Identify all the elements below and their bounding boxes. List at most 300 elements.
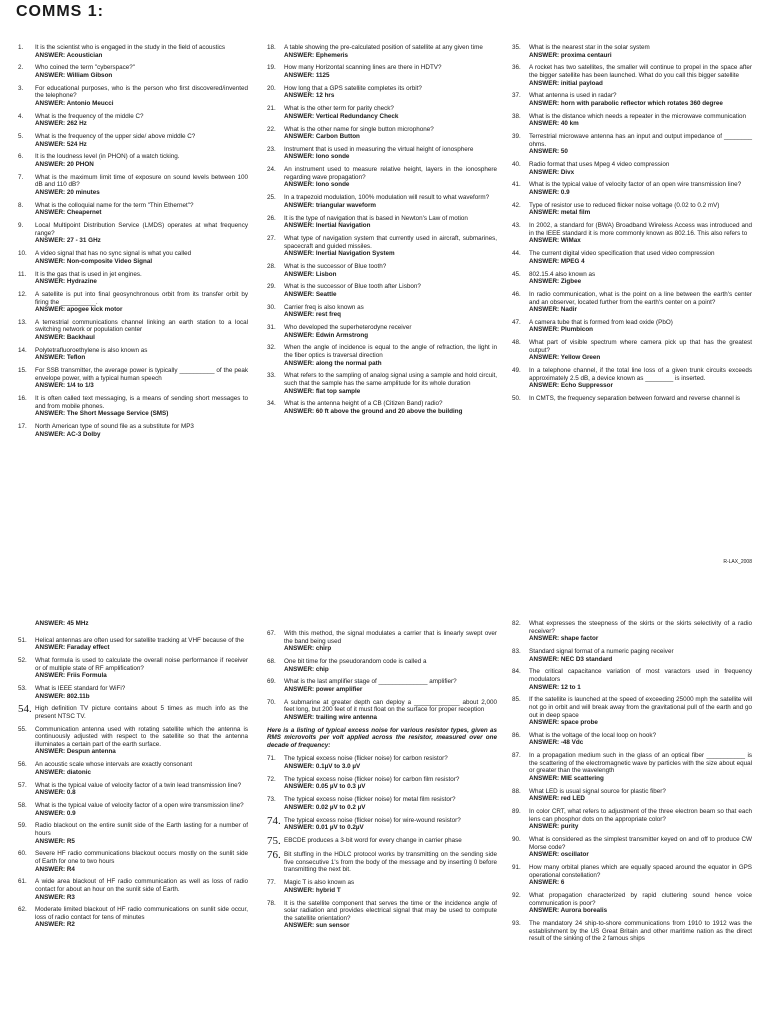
question-text: A rocket has two satellites, the smaller will continue to propel in the space after the bigger satellite has been launched. What do you call this bigger satellite (529, 64, 752, 79)
question-number: 46. (512, 290, 521, 298)
question-text: How many orbital planes which are equally spaced around the equator in GPS operational constellation? (529, 864, 752, 879)
question-item (18, 906, 248, 929)
question-text: Radio blackout on the entire sunlit side of the Earth lasting for a number of hours (35, 822, 248, 837)
answer-text: ANSWER: sun sensor (284, 922, 350, 930)
question-item (18, 222, 248, 245)
question-number: 45. (512, 270, 521, 278)
answer-text: ANSWER: NEC D3 standard (529, 655, 613, 663)
question-number: 44. (512, 250, 521, 258)
question-number: 10. (18, 250, 27, 258)
answer-text: ANSWER: chip (284, 665, 329, 673)
question-item (512, 222, 752, 245)
question-item (512, 92, 752, 107)
question-text: What expresses the steepness of the skirts or the skirts selectivity of a radio receiver? (529, 620, 752, 635)
question-number: 53. (18, 684, 27, 692)
answer-text: ANSWER: William Gibson (35, 71, 113, 79)
question-item (267, 105, 497, 120)
question-text: The typical excess noise (flicker noise) for wire-wound resistor? (284, 816, 461, 824)
question-item (267, 796, 497, 811)
question-text: A submarine at greater depth can deploy a _____________ about 2,000 feet long, but 200 feet of it must float on the surface for proper reception (284, 698, 497, 714)
question-item (267, 194, 497, 209)
answer-text: ANSWER: 12 to 1 (529, 683, 581, 691)
page2-column-2 (267, 630, 497, 935)
question-text: The current digital video specification that used video compression (529, 250, 715, 258)
answer-text: ANSWER: Acoustician (35, 51, 103, 59)
question-text: What is the antenna height of a CB (Citizen Band) radio? (284, 400, 443, 408)
answer-text: ANSWER: diatonic (35, 768, 91, 776)
question-item (267, 630, 497, 653)
question-item (267, 776, 497, 791)
answer-text: ANSWER: Edwin Armstrong (284, 331, 369, 339)
answer-text: ANSWER: Teflon (35, 354, 86, 362)
question-text: An acoustic scale whose intervals are exactly consonant (35, 761, 193, 769)
question-number: 18. (267, 44, 276, 51)
question-text: What antenna is used in radar? (529, 92, 617, 100)
question-number: 68. (267, 657, 276, 665)
answer-text: ANSWER: MIE scattering (529, 775, 604, 783)
question-item (512, 181, 752, 196)
question-text: The mandatory 24 ship-to-shore communications from 1910 to 1912 was the establishment by the US Great Britain and other maritime nation as the direct result of the sinking of the 2 famous ships (529, 920, 752, 943)
page1-column-1 (18, 44, 248, 444)
question-number: 48. (512, 339, 521, 347)
question-item (18, 395, 248, 418)
answer-text: ANSWER: Antonio Meucci (35, 99, 114, 107)
question-text: It is the gas that is used in jet engines. (35, 270, 142, 278)
question-text: Communication antenna used with rotating satellite which the antenna is continuously adjusted with respect to the satellite so that the antenna illuminates a certain part of the earth surface. (35, 725, 248, 748)
answer-text: ANSWER: 6 (529, 879, 565, 887)
answer-text: ANSWER: Non-composite Video Signal (35, 257, 153, 265)
question-number: 20. (267, 84, 276, 92)
answer-text: ANSWER: Faraday effect (35, 644, 110, 652)
question-number: 86. (512, 731, 521, 739)
question-item (18, 319, 248, 342)
question-item (18, 685, 248, 700)
question-text: It is the loudness level (in PHON) of a watch ticking. (35, 153, 180, 161)
question-text: Type of resistor use to reduced flicker noise voltage (0.02 to 0.2 mV) (529, 201, 720, 209)
question-text: An instrument used to measure relative height, layers in the ionosphere regarding wave propagation? (284, 166, 497, 181)
answer-text: ANSWER: R2 (35, 921, 75, 929)
answer-text: ANSWER: proxima centauri (529, 51, 612, 59)
question-number: 23. (267, 145, 276, 153)
question-text: Carrier freq is also known as (284, 303, 364, 311)
question-number: 36. (512, 64, 521, 72)
question-item (18, 153, 248, 168)
question-number: 59. (18, 822, 27, 830)
question-text: A camera tube that is formed from lead oxide (PbO) (529, 318, 673, 326)
question-number: 34. (267, 400, 276, 408)
question-text: In CMTS, the frequency separation between forward and reverse channel is (529, 395, 741, 403)
answer-text: ANSWER: Inertial Navigation (284, 222, 371, 230)
answer-text: ANSWER: R4 (35, 865, 75, 873)
answer-text: ANSWER: Nadir (529, 306, 577, 314)
question-number: 90. (512, 836, 521, 844)
question-text: Magic T is also known as (284, 879, 355, 887)
question-item (267, 755, 497, 770)
question-item (512, 339, 752, 362)
question-text: One bit time for the pseudorandom code is called a (284, 657, 427, 665)
question-text: A terrestrial communications channel linking an earth station to a local switching network or population center (35, 318, 248, 334)
question-item (18, 250, 248, 265)
question-item (267, 658, 497, 673)
answer-text: ANSWER: 12 hrs (284, 92, 335, 100)
question-text: Helical antennas are often used for satellite tracking at VHF because of the (35, 636, 244, 644)
question-item (267, 126, 497, 141)
question-number: 21. (267, 105, 276, 113)
question-number: 41. (512, 181, 521, 189)
answer-text: ANSWER: flat top sample (284, 387, 361, 395)
question-text: A video signal that has no sync signal is what you called (35, 250, 192, 258)
question-text: In 2002, a standard for (BWA) Broadband Wireless Access was introduced and in the IEEE standard it is more commonly known as 802.16. This also refers to (529, 222, 752, 237)
question-item (512, 202, 752, 217)
question-item (267, 834, 497, 847)
question-text: What part of visible spectrum where camera pick up that has the greatest output? (529, 339, 752, 354)
answer-text: ANSWER: metal film (529, 209, 591, 217)
question-number: 13. (18, 318, 27, 326)
question-number: 58. (18, 802, 27, 809)
question-text: North American type of sound file as a substitute for MP3 (35, 423, 194, 431)
question-number: 27. (267, 234, 276, 242)
question-item (512, 752, 752, 782)
page-title: COMMS 1: (16, 3, 104, 20)
answer-text: ANSWER: Friis Formula (35, 672, 107, 680)
question-number: 22. (267, 125, 276, 133)
question-text: It is the scientist who is engaged in the study in the field of acoustics (35, 44, 226, 51)
answer-text: ANSWER: hybrid T (284, 886, 341, 894)
question-text: What is the distance which needs a repeater in the microwave communication (529, 112, 746, 120)
question-item (267, 400, 497, 415)
question-number: 77. (267, 879, 276, 887)
question-item (267, 304, 497, 319)
question-number: 92. (512, 892, 521, 900)
question-number: 87. (512, 752, 521, 760)
answer-text: ANSWER: Inertial Navigation System (284, 250, 395, 258)
question-text: What is the other term for parity check? (284, 105, 394, 113)
question-number: 85. (512, 696, 521, 704)
question-text: What is considered as the simplest transmitter keyed on and off to produce CW Morse code? (529, 836, 752, 851)
question-item (267, 146, 497, 161)
credit-label: R-LAX_2008 (723, 559, 752, 565)
question-item (267, 44, 497, 59)
answer-text: ANSWER: Iono sonde (284, 181, 350, 189)
answer-text: ANSWER: Echo Suppressor (529, 382, 613, 390)
question-item (18, 822, 248, 845)
question-text: Local Multipoint Distribution Service (LMDS) operates at what frequency range? (35, 222, 248, 237)
question-number: 37. (512, 92, 521, 100)
question-item (512, 44, 752, 59)
question-item (18, 802, 248, 817)
question-item (18, 367, 248, 390)
question-number: 74. (267, 814, 281, 827)
question-text: What is the successor of Blue tooth after Lisbon? (284, 283, 421, 291)
question-item (512, 836, 752, 859)
question-item (18, 133, 248, 148)
question-item (267, 215, 497, 230)
answer-text: ANSWER: Ephemeris (284, 51, 349, 59)
question-text: What is the colloquial name for the term "Thin Ethernet"? (35, 201, 194, 209)
answer-text: ANSWER: 0.9 (35, 809, 76, 817)
page2-column-1 (18, 620, 248, 934)
question-number: 49. (512, 367, 521, 375)
question-number: 7. (18, 173, 24, 181)
question-text: What is the nearest star in the solar system (529, 44, 650, 51)
carried-over-answer: ANSWER: 45 MHz (35, 620, 89, 627)
question-item (18, 174, 248, 197)
answer-text: ANSWER: 60 ft above the ground and 20 above the building (284, 407, 463, 415)
question-text: Who developed the superheterodyne receiver (284, 324, 412, 332)
answer-text: ANSWER: WiMax (529, 237, 581, 245)
answer-text: ANSWER: 20 minutes (35, 189, 100, 197)
question-number: 17. (18, 423, 27, 431)
question-text: What formula is used to calculate the overall noise performance if receiver or of multiple state of RF amplification? (35, 656, 248, 672)
question-item (18, 202, 248, 217)
answer-text: ANSWER: 0.1µV to 3.0 µV (284, 763, 361, 771)
question-number: 73. (267, 796, 276, 804)
answer-text: ANSWER: -48 Vdc (529, 739, 584, 747)
question-text: In radio communication, what is the point on a line between the earth's center and an observer, located further from the earth's center on a point? (529, 290, 752, 306)
question-text: What is the successor of Blue tooth? (284, 262, 387, 270)
page1-column-2 (267, 44, 497, 421)
question-number: 67. (267, 630, 276, 637)
question-number: 69. (267, 678, 276, 686)
question-item (18, 113, 248, 128)
answer-text: ANSWER: 50 (529, 148, 568, 156)
answer-text: ANSWER: rest freq (284, 311, 342, 319)
question-text: What is the maximum limit time of exposure on sound levels between 100 dB and 110 dB? (35, 173, 248, 189)
question-text: What is the typical value of velocity factor of a open wire transmission line? (35, 802, 244, 809)
question-text: In a telephone channel, if the total line loss of a given trunk circuits exceeds approximately 2.5 dB, a device known as ________ is inserted. (529, 367, 752, 382)
answer-text: ANSWER: 0.01 µV to 0.2µV (284, 824, 364, 832)
question-number: 75. (267, 834, 281, 847)
question-item (512, 732, 752, 747)
answer-text: ANSWER: chirp (284, 645, 332, 653)
question-item (267, 324, 497, 339)
answer-text: ANSWER: triangular waveform (284, 201, 377, 209)
question-number: 40. (512, 161, 521, 169)
question-text: In color CRT, what refers to adjustment of the three electron beam so that each lens can phosphor dots on the appropriate color? (529, 808, 752, 823)
question-number: 26. (267, 214, 276, 222)
question-number: 83. (512, 647, 521, 655)
question-number: 55. (18, 725, 27, 733)
answer-text: ANSWER: 262 Hz (35, 120, 87, 128)
question-number: 32. (267, 344, 276, 352)
question-number: 39. (512, 133, 521, 141)
question-item (512, 920, 752, 943)
question-item (18, 705, 248, 720)
question-item (18, 878, 248, 901)
question-number: 71. (267, 755, 276, 763)
question-item (18, 347, 248, 362)
question-item (267, 166, 497, 189)
question-item (18, 782, 248, 797)
question-number: 82. (512, 620, 521, 627)
question-number: 54. (18, 703, 32, 716)
question-text: How many Horizontal scanning lines are there in HDTV? (284, 64, 442, 72)
question-number: 78. (267, 899, 276, 907)
question-item (18, 423, 248, 438)
question-item (18, 291, 248, 314)
answer-text: ANSWER: R3 (35, 893, 75, 901)
question-number: 84. (512, 668, 521, 676)
question-text: What is the frequency of the upper side/ above middle C? (35, 133, 196, 141)
question-number: 76. (267, 849, 281, 862)
answer-text: ANSWER: 20 PHON (35, 161, 94, 169)
answer-text: ANSWER: purity (529, 823, 579, 831)
question-item (18, 64, 248, 79)
question-number: 42. (512, 201, 521, 209)
question-number: 8. (18, 201, 24, 209)
answer-text: ANSWER: Zigbee (529, 278, 582, 286)
question-text: EBCDE produces a 3-bit word for every change in carrier phase (284, 836, 462, 844)
question-item (18, 44, 248, 59)
question-item (512, 133, 752, 156)
question-text: What refers to the sampling of analog signal using a sample and hold circuit, such that the sample has the same amplitude for its whole duration (284, 372, 497, 387)
question-number: 31. (267, 324, 276, 332)
question-text: 802.15.4 also known as (529, 270, 596, 278)
question-text: What propagation characterized by rapid cluttering sound hence voice communication is poor? (529, 892, 752, 907)
question-item (512, 64, 752, 87)
question-text: If the satellite is launched at the speed of exceeding 25000 mph the satellite will not go in orbit and will break away from the gravitational pull of the earth and go out in deep space (529, 696, 752, 719)
question-text: What is the typical value of velocity factor of an open wire transmission line? (529, 181, 742, 189)
question-text: A wide area blackout of HF radio communication as well as loss of radio contact for about an hour on the sunlit side of Earth. (35, 878, 248, 893)
question-number: 43. (512, 222, 521, 230)
question-number: 50. (512, 395, 521, 403)
question-text: Standard signal format of a numeric paging receiver (529, 647, 674, 655)
answer-text: ANSWER: initial payload (529, 79, 603, 87)
question-item (512, 113, 752, 128)
question-text: What is the frequency of the middle C? (35, 112, 144, 120)
answer-text: ANSWER: 27 - 31 GHz (35, 237, 101, 245)
answer-text: ANSWER: R5 (35, 837, 75, 845)
question-text: Radio format that uses Mpeg 4 video compression (529, 161, 670, 169)
answer-text: ANSWER: Vertical Redundancy Check (284, 112, 399, 120)
answer-text: ANSWER: Hydrazine (35, 278, 97, 286)
question-number: 88. (512, 787, 521, 795)
question-number: 3. (18, 84, 24, 92)
question-item (512, 648, 752, 663)
question-item (267, 879, 497, 894)
question-number: 38. (512, 112, 521, 120)
question-number: 14. (18, 346, 27, 354)
question-number: 51. (18, 636, 27, 644)
question-item (512, 250, 752, 265)
question-text: How long that a GPS satellite completes its orbit? (284, 84, 422, 92)
question-item (18, 637, 248, 652)
question-item (267, 814, 497, 832)
question-text: The typical excess noise (flicker noise) for carbon film resistor? (284, 775, 460, 783)
question-text: Moderate limited blackout of HF radio communications on sunlit side occur, loss of radio contact for tens of minutes (35, 906, 248, 921)
question-text: Severe HF radio communications blackout occurs mostly on the sunlit side of Earth for one to two hours (35, 850, 248, 865)
question-number: 25. (267, 194, 276, 202)
question-text: What is IEEE standard for WiFi? (35, 684, 126, 692)
question-text: Who coined the term "cyberspace?" (35, 64, 136, 72)
question-text: A satellite is put into final geosynchronous orbit from its transfer orbit by firing the __________. (35, 290, 248, 306)
question-number: 93. (512, 920, 521, 928)
answer-text: ANSWER: trailing wire antenna (284, 713, 378, 721)
answer-text: ANSWER: along the normal path (284, 359, 382, 367)
answer-text: ANSWER: apogee kick motor (35, 306, 123, 314)
question-number: 15. (18, 367, 27, 375)
question-number: 5. (18, 133, 24, 141)
question-item (512, 319, 752, 334)
question-text: What type of navigation system that currently used in aircraft, submarines, spacecraft and guided missiles. (284, 234, 497, 250)
question-number: 89. (512, 808, 521, 816)
question-number: 72. (267, 775, 276, 783)
answer-text: ANSWER: Iono sonde (284, 153, 350, 161)
question-text: In a trapezoid modulation, 100% modulation will result to what waveform? (284, 194, 490, 202)
question-number: 4. (18, 112, 24, 120)
question-number: 52. (18, 656, 27, 664)
answer-text: ANSWER: Backhaul (35, 334, 95, 342)
question-number: 56. (18, 761, 27, 769)
question-item (512, 808, 752, 831)
question-item (267, 851, 497, 874)
answer-text: ANSWER: Seattle (284, 290, 337, 298)
answer-text: ANSWER: 0.05 µV to 0.3 µV (284, 783, 366, 791)
question-text: When the angle of incidence is equal to the angle of refraction, the light in the fiber optics is traversal direction (284, 344, 497, 360)
question-item (512, 668, 752, 691)
question-text: What is the last amplifier stage of ______________ amplifier? (284, 678, 457, 686)
question-text: Bit stuffing in the HDLC protocol works by transmitting on the sending side five consecutive 1's from the body of the message and by inserting 0 before transmitting the next bit. (284, 851, 497, 874)
section-intro: Here is a listing of typical excess noise for various resistor types, given as RMS microvolts per volt applied across the resistor, measured over one decade of frequency: (267, 726, 497, 749)
question-item (512, 271, 752, 286)
question-text: High definition TV picture contains about 5 times as much info as the present NTSC TV. (35, 705, 248, 720)
question-item (267, 64, 497, 79)
answer-text: ANSWER: red LED (529, 795, 585, 803)
page1-column-3 (512, 44, 752, 408)
answer-text: ANSWER: horn with parabolic reflector which rotates 360 degree (529, 99, 723, 107)
question-text: For educational purposes, who is the person who first discovered/invented the telephone? (35, 84, 248, 100)
question-text: A table showing the pre-calculated position of satellite at any given time (284, 44, 483, 51)
question-number: 61. (18, 878, 27, 886)
answer-text: ANSWER: Lisbon (284, 270, 337, 278)
question-item (512, 864, 752, 887)
answer-text: ANSWER: Despun antenna (35, 748, 116, 756)
question-number: 16. (18, 395, 27, 403)
question-number: 12. (18, 290, 27, 298)
question-item (18, 657, 248, 680)
answer-text: ANSWER: 802.11b (35, 692, 90, 700)
question-number: 47. (512, 318, 521, 326)
question-item (267, 372, 497, 395)
answer-text: ANSWER: Divx (529, 168, 575, 176)
question-text: Terrestrial microwave antenna has an input and output impedance of ________ ohms. (529, 133, 752, 148)
answer-text: ANSWER: 524 Hz (35, 140, 87, 148)
question-item (18, 271, 248, 286)
question-number: 24. (267, 166, 276, 174)
question-text: What is the other name for single button microphone? (284, 125, 434, 133)
question-item (267, 85, 497, 100)
question-item (512, 161, 752, 176)
question-text: Polytetrafluoroethylene is also known as (35, 346, 148, 354)
question-item (512, 892, 752, 915)
question-number: 70. (267, 698, 276, 706)
question-text: What LED is usual signal source for plastic fiber? (529, 787, 666, 795)
question-number: 62. (18, 906, 27, 914)
question-item (267, 699, 497, 722)
question-item (512, 696, 752, 726)
question-number: 1. (18, 44, 24, 51)
answer-text: ANSWER: MPEG 4 (529, 257, 585, 265)
question-item (267, 678, 497, 693)
question-text: It is the satellite component that serves the time or the incidence angle of solar radiation and provides electrical signal that may be used to compute the satellite orientation? (284, 899, 497, 922)
answer-text: ANSWER: Carbon Button (284, 133, 360, 141)
answer-text: ANSWER: space probe (529, 719, 598, 727)
question-number: 60. (18, 850, 27, 858)
question-text: What is the voltage of the local loop on hook? (529, 731, 657, 739)
question-number: 91. (512, 864, 521, 872)
question-item (267, 900, 497, 930)
question-text: The typical excess noise (flicker noise) for metal film resistor? (284, 796, 456, 804)
